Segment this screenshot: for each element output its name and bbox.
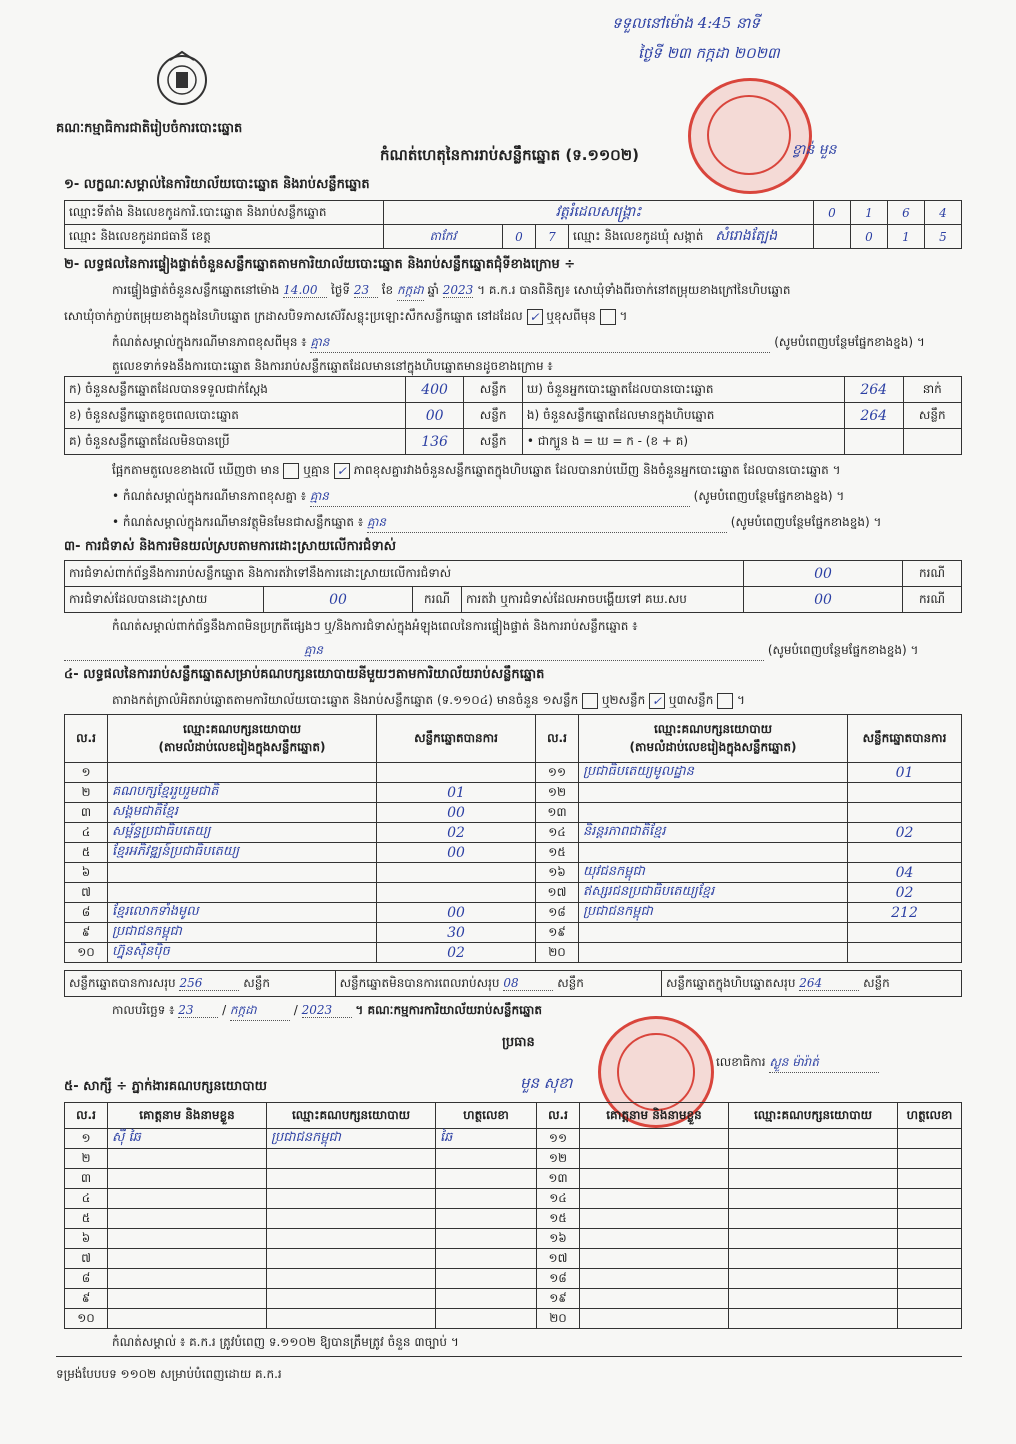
count-unit-right: នាក់ bbox=[903, 377, 962, 403]
polling-station-label: ឈ្មោះទីតាំង និងលេខកូដការិ.បោះឆ្នោត និងរាប់សន្លឹកឆ្នោត bbox=[65, 201, 384, 225]
witness-name bbox=[580, 1129, 729, 1149]
station-code-digit: 4 bbox=[925, 201, 962, 225]
witness-number: ២ bbox=[65, 1149, 108, 1169]
witness-party bbox=[729, 1289, 898, 1309]
commune-label: ឈ្មោះ និងលេខកូដឃុំ សង្កាត់ សំរោងត្បែង bbox=[569, 225, 814, 249]
witness-party bbox=[729, 1149, 898, 1169]
table-row bbox=[65, 1269, 962, 1289]
witness-signature bbox=[898, 1149, 962, 1169]
party-number: ១៨ bbox=[536, 903, 579, 923]
table-row bbox=[65, 1169, 962, 1189]
party-number: ១ bbox=[65, 763, 108, 783]
party-name bbox=[579, 843, 848, 863]
party-number: ២ bbox=[65, 783, 108, 803]
witness-number: ១២ bbox=[537, 1149, 580, 1169]
copies-note: កំណត់សម្គាល់ ៖ គ.ក.រ ត្រូវបំពេញ ទ.១១០២ ឱ្យបានត្រឹមត្រូវ ចំនួន ៣ច្បាប់ ។ bbox=[112, 1335, 459, 1349]
witness-name bbox=[108, 1309, 267, 1329]
table-row bbox=[65, 943, 962, 963]
witness-name bbox=[108, 1269, 267, 1289]
party-votes: 02 bbox=[848, 883, 962, 903]
verification-line: ការផ្ទៀងផ្ទាត់ចំនួនសន្លឹកឆ្នោតនៅម៉ោង 14.00 ថ្ងៃទី 23 ខែ កក្កដា ឆ្នាំ 2023 ។ គ.ក.រ បានពិនិត្យ៖ សោឃុំទាំងពីរចាក់នៅតម្រុយខាងក្រៅនៃហិបឆ្នោត bbox=[112, 282, 972, 301]
ballot-box-total: 264 bbox=[799, 976, 859, 991]
party-name bbox=[579, 923, 848, 943]
witness-name bbox=[580, 1229, 729, 1249]
province-code-digit: 0 bbox=[503, 225, 536, 249]
one-sheet-checkbox[interactable] bbox=[582, 693, 598, 709]
witness-signature bbox=[898, 1189, 962, 1209]
witness-name bbox=[108, 1149, 267, 1169]
table-row bbox=[65, 923, 962, 943]
witness-party bbox=[267, 1269, 436, 1289]
verification-day: 23 bbox=[354, 283, 378, 298]
party-votes: 04 bbox=[848, 863, 962, 883]
unchanged-checkbox[interactable]: ✓ bbox=[527, 309, 543, 325]
witness-name bbox=[108, 1189, 267, 1209]
party-number: ១៦ bbox=[536, 863, 579, 883]
difference-note-value: គ្មាន bbox=[310, 488, 690, 507]
changed-checkbox[interactable] bbox=[600, 309, 616, 325]
table-row bbox=[65, 1229, 962, 1249]
party-name: ប្រជាធិបតេយ្យមូលដ្ឋាន bbox=[579, 763, 848, 783]
party-votes: 30 bbox=[377, 923, 536, 943]
table-row bbox=[65, 1189, 962, 1209]
handwritten-sign-top: ខ្វាន់ មួន bbox=[792, 142, 837, 158]
seal-check-line: សោឃុំចាក់ភ្ជាប់តម្រុយខាងក្នុងនៃហិបឆ្នោត ក្រដាសបិទភាសស៊េរីសន្លុះប្រឡោះសឹកសន្លឹកឆ្នោត នៅដដែល ✓ ឬខុសពីមុន ។ bbox=[64, 309, 628, 324]
witness-signature bbox=[898, 1249, 962, 1269]
chair-label: ប្រធាន bbox=[502, 1035, 535, 1050]
witness-number: ៨ bbox=[65, 1269, 108, 1289]
witness-name bbox=[108, 1169, 267, 1189]
foreign-object-note-value: គ្មាន bbox=[367, 514, 727, 533]
witness-party bbox=[267, 1169, 436, 1189]
verification-month: កក្កដា bbox=[397, 282, 424, 301]
witness-name bbox=[108, 1289, 267, 1309]
witness-party: ប្រជាជនកម្ពុជា bbox=[267, 1129, 436, 1149]
party-votes bbox=[848, 783, 962, 803]
invalid-total: 08 bbox=[503, 976, 553, 991]
witness-number: ១១ bbox=[537, 1129, 580, 1149]
party-votes bbox=[848, 843, 962, 863]
difference-line: ផ្អែកតាមតួលេខខាងលើ ឃើញថា មាន ឬគ្មាន ✓ ភាពខុសគ្នារវាងចំនួនសន្លឹកឆ្នោតក្នុងហិបឆ្នោត ដែលបានរាប់ឃើញ និងចំនួនអ្នកបោះឆ្នោត ដែលបានបោះឆ្នោត ។ bbox=[112, 463, 841, 478]
closing-year: 2023 bbox=[302, 1003, 352, 1018]
party-votes bbox=[377, 763, 536, 783]
witness-signature bbox=[898, 1169, 962, 1189]
escalated-label: ការតវ៉ា ឬការជំទាស់ដែលអាចបង្ហើយទៅ គឃ.សប bbox=[462, 587, 744, 613]
witness-name bbox=[580, 1309, 729, 1329]
irregularity-note-value: គ្មាន bbox=[64, 642, 764, 661]
emblem-logo bbox=[150, 48, 214, 108]
province-name: តាកែវ bbox=[384, 225, 503, 249]
witness-party bbox=[267, 1309, 436, 1329]
table-row bbox=[65, 1209, 962, 1229]
party-number: ៤ bbox=[65, 823, 108, 843]
party-name: ប្រជាជនកម្ពុជា bbox=[579, 903, 848, 923]
party-number: ១៩ bbox=[536, 923, 579, 943]
count-value: 136 bbox=[405, 429, 464, 455]
no-difference-checkbox[interactable]: ✓ bbox=[334, 463, 350, 479]
counts-row bbox=[65, 429, 962, 455]
party-votes: 00 bbox=[377, 803, 536, 823]
party-votes bbox=[377, 883, 536, 903]
committee-name: គណៈកម្មាធិការជាតិរៀបចំការបោះឆ្នោត bbox=[56, 121, 243, 136]
commune-code-digit: 1 bbox=[888, 225, 925, 249]
witness-number: ១៩ bbox=[537, 1289, 580, 1309]
section2-title: ២- លទ្ធផលនៃការផ្ទៀងផ្ទាត់ចំនួនសន្លឹកឆ្នោតតាមការិយាល័យបោះឆ្នោត និងរាប់សន្លឹកឆ្នោតជុំទីខាងក្រោម ÷ bbox=[64, 257, 576, 272]
section1-table bbox=[64, 200, 962, 249]
witness-name: ស៊ី ឆៃ bbox=[108, 1129, 267, 1149]
witness-signature bbox=[898, 1229, 962, 1249]
change-note-value: គ្មាន bbox=[310, 334, 770, 353]
witness-name bbox=[580, 1149, 729, 1169]
witness-party bbox=[729, 1229, 898, 1249]
section1-title: ១- លក្ខណៈសម្គាល់នៃការិយាល័យបោះឆ្នោត និងរាប់សន្លឹកឆ្នោត bbox=[64, 177, 370, 192]
closing-day: 23 bbox=[178, 1003, 218, 1018]
witness-party bbox=[729, 1129, 898, 1149]
totals-row: សន្លឹកឆ្នោតបានការសរុប 256 សន្លឹក សន្លឹកឆ្នោតមិនបានការពេលរាប់សរុប 08 សន្លឹក សន្លឹកឆ្នោតក្នុងហិបឆ្នោតសរុប 264 សន្លឹក bbox=[64, 970, 962, 997]
station-code-digit: 0 bbox=[814, 201, 851, 225]
party-number: ១៧ bbox=[536, 883, 579, 903]
witness-party bbox=[729, 1249, 898, 1269]
difference-note-line: • កំណត់សម្គាល់ក្នុងករណីមានភាពខុសគ្នា ៖ គ្មាន (សូមបំពេញបន្ថែមផ្នែកខាងខ្នង) ។ bbox=[112, 488, 962, 507]
witness-signature bbox=[436, 1189, 537, 1209]
count-value: 00 bbox=[405, 403, 464, 429]
resolved-label: ការជំទាស់ដែលបានដោះស្រាយ bbox=[65, 587, 264, 613]
witness-party bbox=[729, 1169, 898, 1189]
verification-time: 14.00 bbox=[283, 283, 327, 298]
party-name bbox=[579, 783, 848, 803]
count-label: ខ) ចំនួនសន្លឹកឆ្នោតខូចពេលបោះឆ្នោត bbox=[65, 403, 406, 429]
party-number: ១០ bbox=[65, 943, 108, 963]
party-name: គណបក្សខ្មែររួបរួមជាតិ bbox=[108, 783, 377, 803]
province-label: ឈ្មោះ និងលេខកូដរាជធានី ខេត្ត bbox=[65, 225, 384, 249]
table-row bbox=[65, 1249, 962, 1269]
witness-signature: ឆៃ bbox=[436, 1129, 537, 1149]
table-row bbox=[65, 843, 962, 863]
count-label-right: ឃ) ចំនួនអ្នកបោះឆ្នោតដែលបានបោះឆ្នោត bbox=[522, 377, 844, 403]
count-label-right: • ជាក្បួន ង = ឃ = ក - (ខ + គ) bbox=[522, 429, 844, 455]
irregularity-note-line: គ្មាន (សូមបំពេញបន្ថែមផ្នែកខាងខ្នង) ។ bbox=[64, 642, 962, 661]
party-number: ១១ bbox=[536, 763, 579, 783]
foreign-object-note-line: • កំណត់សម្គាល់ក្នុងករណីមានវត្ថុមិនមែនជាសន្លឹកឆ្នោត ៖ គ្មាន (សូមបំពេញបន្ថែមផ្នែកខាងខ្នង) ។ bbox=[112, 514, 962, 533]
escalated-count: 00 bbox=[744, 587, 903, 613]
party-votes: 00 bbox=[377, 903, 536, 923]
witness-party bbox=[729, 1189, 898, 1209]
witness-number: ១៤ bbox=[537, 1189, 580, 1209]
witness-number: ៤ bbox=[65, 1189, 108, 1209]
witness-number: ១៦ bbox=[537, 1229, 580, 1249]
table-row bbox=[65, 903, 962, 923]
party-name: សម្ព័ន្ធប្រជាធិបតេយ្យ bbox=[108, 823, 377, 843]
tally-sheet-line: តារាងកត់ត្រាលំអិតរាប់ឆ្នោតតាមការិយាល័យបោះឆ្នោត និងរាប់សន្លឹកឆ្នោត (ទ.១១០៤) មានចំនួន ១សន្លឹក ឬ២សន្លឹក ✓ ឬ៣សន្លឹក ។ bbox=[112, 693, 745, 708]
witness-name bbox=[108, 1229, 267, 1249]
count-label: ក) ចំនួនសន្លឹកឆ្នោតដែលបានទទួលជាក់ស្តែង bbox=[65, 377, 406, 403]
party-number: ៦ bbox=[65, 863, 108, 883]
party-name: យុវជនកម្ពុជា bbox=[579, 863, 848, 883]
witness-party bbox=[267, 1149, 436, 1169]
witness-number: ១០ bbox=[65, 1309, 108, 1329]
handwritten-received-time: ទទួលនៅម៉ោង 4:45 នាទី bbox=[612, 14, 760, 32]
count-label: គ) ចំនួនសន្លឹកឆ្នោតដែលមិនបានប្រើ bbox=[65, 429, 406, 455]
results-table: ល.រ ឈ្មោះគណបក្សនយោបាយ (តាមលំដាប់លេខរៀងក្នុងសន្លឹកឆ្នោត) សន្លឹកឆ្នោតបានការ ល.រ ឈ្មោះគណបក្សនយោបាយ (តាមលំដាប់លេខរៀងក្នុងសន្លឹកឆ្នោត) សន្លឹកឆ្នោតបានការ ១ ១១ ប្រជាធិបតេយ្យមូលដ្ឋាន 01 ២ គណបក្សខ្មែររួបរួមជាតិ 01 ១២ ៣ សង្គមជាតិខ្មែរ 00 ១៣ ៤ សម្ព័ន្ធប្រជាធិបតេយ្យ 02 ១៤ និរន្តរភាពជាតិខ្មែរ 02 ៥ ខ្មែរអភិវឌ្ឍន៍ប្រជាធិបតេយ្យ 00 ១៥ ៦ ១៦ យុវជនកម្ពុជា 04 ៧ ១៧ ឥស្សរជនប្រជាធិបតេយ្យខ្មែរ 02 ៨ ខ្មែរលោកទាំងមូល 00 ១៨ ប្រជាជនកម្ពុជា 212 ៩ ប្រជាជនកម្ពុជា 30 ១៩ ១០ ហ្វ៊ុនស៊ិនប៉ិច 02 ២០ bbox=[64, 714, 962, 963]
station-code-digit: 1 bbox=[851, 201, 888, 225]
party-number: ២០ bbox=[536, 943, 579, 963]
commune-code-digit: 5 bbox=[925, 225, 962, 249]
party-number: ៣ bbox=[65, 803, 108, 823]
witness-signature bbox=[436, 1229, 537, 1249]
polling-station-name: វត្តរំដេលសង្គ្រោះ bbox=[384, 201, 814, 225]
witness-name bbox=[580, 1269, 729, 1289]
table-row bbox=[65, 783, 962, 803]
form-title: កំណត់ហេតុនៃការរាប់សន្លឹកឆ្នោត (ទ.១១០២) bbox=[380, 146, 640, 164]
closing-month: កក្កដា bbox=[230, 1002, 290, 1021]
witness-signature bbox=[436, 1149, 537, 1169]
section5-title: ៥- សាក្សី ÷ ភ្នាក់ងារគណបក្សនយោបាយ bbox=[64, 1079, 267, 1094]
witness-number: ១៧ bbox=[537, 1249, 580, 1269]
witness-party bbox=[267, 1249, 436, 1269]
table-row bbox=[65, 1289, 962, 1309]
party-number: ១៥ bbox=[536, 843, 579, 863]
party-name: សង្គមជាតិខ្មែរ bbox=[108, 803, 377, 823]
witness-signature bbox=[898, 1289, 962, 1309]
witness-party bbox=[267, 1209, 436, 1229]
objections-table: ការជំទាស់ពាក់ព័ន្ធនឹងការរាប់សន្លឹកឆ្នោត និងការតវ៉ាទៅនឹងការដោះស្រាយលើការជំទាស់ 00 ករណី ការជំទាស់ដែលបានដោះស្រាយ 00 ករណី ការតវ៉ា ឬការជំទាស់ដែលអាចបង្ហើយទៅ គឃ.សប 00 ករណី bbox=[64, 560, 962, 613]
witness-signature bbox=[436, 1249, 537, 1269]
count-value-right bbox=[844, 429, 903, 455]
party-name: និរន្តរភាពជាតិខ្មែរ bbox=[579, 823, 848, 843]
irregularity-note: កំណត់សម្គាល់ពាក់ព័ន្ធនឹងភាពមិនប្រក្រតីផ្សេងៗ ឬ/និងការជំទាស់ក្នុងអំឡុងពេលនៃការផ្ទៀងផ្ទាត់ និងការរាប់សន្លឹកឆ្នោត ៖ bbox=[112, 619, 638, 633]
table-row bbox=[65, 1149, 962, 1169]
table-row bbox=[65, 803, 962, 823]
counts-row bbox=[65, 377, 962, 403]
party-name: ហ្វ៊ុនស៊ិនប៉ិច bbox=[108, 943, 377, 963]
witness-number: ១៥ bbox=[537, 1209, 580, 1229]
witness-name bbox=[108, 1249, 267, 1269]
party-votes: 01 bbox=[848, 763, 962, 783]
table-row bbox=[65, 883, 962, 903]
party-number: ១៤ bbox=[536, 823, 579, 843]
section4-title: ៤- លទ្ធផលនៃការរាប់សន្លឹកឆ្នោតសម្រាប់គណបក្សនយោបាយនីមួយៗតាមការិយាល័យរាប់សន្លឹកឆ្នោត bbox=[64, 667, 545, 682]
witness-signature bbox=[898, 1129, 962, 1149]
witness-number: ៣ bbox=[65, 1169, 108, 1189]
witness-table: ល.រ គោត្តនាម និងនាមខ្លួន ឈ្មោះគណបក្សនយោបាយ ហត្ថលេខា ល.រ គោត្តនាម និងនាមខ្លួន ឈ្មោះគណបក្សនយោបាយ ហត្ថលេខា ១ ស៊ី ឆៃ ប្រជាជនកម្ពុជា ឆៃ ១១ ២ ១២ ៣ ១៣ ៤ ១៤ ៥ ១៥ ៦ ១៦ ៧ ១៧ ៨ ១៨ ៩ ១៩ ១០ ២០ bbox=[64, 1102, 962, 1329]
party-name bbox=[108, 763, 377, 783]
party-name: ខ្មែរលោកទាំងមូល bbox=[108, 903, 377, 923]
witness-signature bbox=[436, 1209, 537, 1229]
party-name bbox=[579, 943, 848, 963]
witness-name bbox=[580, 1249, 729, 1269]
table-row bbox=[65, 1309, 962, 1329]
verification-year: 2023 bbox=[442, 283, 474, 297]
witness-party bbox=[267, 1229, 436, 1249]
count-label-right: ង) ចំនួនសន្លឹកឆ្នោតដែលមានក្នុងហិបឆ្នោត bbox=[522, 403, 844, 429]
count-unit: សន្លឹក bbox=[464, 429, 522, 455]
handwritten-received-date: ថ្ងៃទី ២៣ កក្កដា ២០២៣ bbox=[638, 44, 780, 62]
witness-party bbox=[729, 1269, 898, 1289]
count-value-right: 264 bbox=[844, 377, 903, 403]
party-number: ៨ bbox=[65, 903, 108, 923]
party-votes bbox=[848, 803, 962, 823]
witness-name bbox=[108, 1209, 267, 1229]
party-number: ៩ bbox=[65, 923, 108, 943]
party-name bbox=[108, 883, 377, 903]
party-name bbox=[108, 863, 377, 883]
witness-signature bbox=[898, 1309, 962, 1329]
witness-party bbox=[729, 1209, 898, 1229]
secretary-name: ស្ងួន ម៉ារ៉ាត់ bbox=[769, 1054, 879, 1073]
witness-number: ៧ bbox=[65, 1249, 108, 1269]
party-votes bbox=[848, 923, 962, 943]
counts-row bbox=[65, 403, 962, 429]
witness-number: ១៣ bbox=[537, 1169, 580, 1189]
table-row bbox=[65, 763, 962, 783]
party-votes bbox=[848, 943, 962, 963]
resolved-count: 00 bbox=[264, 587, 413, 613]
commune-code-digit: 0 bbox=[851, 225, 888, 249]
table-row bbox=[65, 863, 962, 883]
has-difference-checkbox[interactable] bbox=[283, 463, 299, 479]
witness-name bbox=[580, 1169, 729, 1189]
party-votes: 02 bbox=[377, 943, 536, 963]
witness-party bbox=[729, 1309, 898, 1329]
party-votes: 212 bbox=[848, 903, 962, 923]
section3-title: ៣- ការជំទាស់ និងការមិនយល់ស្របតាមការដោះស្រាយលើការជំទាស់ bbox=[64, 539, 396, 554]
party-name bbox=[579, 803, 848, 823]
witness-number: ២០ bbox=[537, 1309, 580, 1329]
valid-total: 256 bbox=[179, 976, 239, 991]
party-votes: 02 bbox=[848, 823, 962, 843]
change-note-line: កំណត់សម្គាល់ក្នុងករណីមានភាពខុសពីមុន ៖ គ្មាន (សូមបំពេញបន្ថែមផ្នែកខាងខ្នង) ។ bbox=[112, 334, 962, 353]
table-row bbox=[65, 823, 962, 843]
counts-table bbox=[64, 376, 962, 455]
two-sheet-checkbox[interactable]: ✓ bbox=[649, 693, 665, 709]
party-votes bbox=[377, 863, 536, 883]
witness-name bbox=[580, 1189, 729, 1209]
party-number: ៥ bbox=[65, 843, 108, 863]
party-number: ១២ bbox=[536, 783, 579, 803]
witness-party bbox=[267, 1189, 436, 1209]
witness-signature bbox=[436, 1289, 537, 1309]
party-name: ខ្មែរអភិវឌ្ឍន៍ប្រជាធិបតេយ្យ bbox=[108, 843, 377, 863]
table-row bbox=[65, 1129, 962, 1149]
closing-date-line: កាលបរិច្ឆេទ ៖ 23 / កក្កដា / 2023 ។ គណៈកម្មការការិយាល័យរាប់សន្លឹកឆ្នោត bbox=[112, 1002, 542, 1021]
witness-signature bbox=[436, 1169, 537, 1189]
party-name: ឥស្សរជនប្រជាធិបតេយ្យខ្មែរ bbox=[579, 883, 848, 903]
count-value: 400 bbox=[405, 377, 464, 403]
witness-number: ៥ bbox=[65, 1209, 108, 1229]
witness-number: ១ bbox=[65, 1129, 108, 1149]
party-number: ៧ bbox=[65, 883, 108, 903]
witness-signature bbox=[898, 1209, 962, 1229]
party-number: ១៣ bbox=[536, 803, 579, 823]
province-code-digit: 7 bbox=[536, 225, 569, 249]
objections-count: 00 bbox=[744, 561, 903, 587]
count-unit: សន្លឹក bbox=[464, 403, 522, 429]
witness-name bbox=[580, 1289, 729, 1309]
witness-number: ៩ bbox=[65, 1289, 108, 1309]
chair-signature: មួន សុខា bbox=[520, 1074, 573, 1092]
objections-label: ការជំទាស់ពាក់ព័ន្ធនឹងការរាប់សន្លឹកឆ្នោត និងការតវ៉ាទៅនឹងការដោះស្រាយលើការជំទាស់ bbox=[65, 561, 744, 587]
counts-intro: តួលេខទាក់ទងនឹងការបោះឆ្នោត និងការរាប់សន្លឹកឆ្នោតដែលមាននៅក្នុងហិបឆ្នោតមានដូចខាងក្រោម ៖ bbox=[112, 359, 553, 373]
count-unit: សន្លឹក bbox=[464, 377, 522, 403]
count-unit-right bbox=[903, 429, 962, 455]
party-votes: 02 bbox=[377, 823, 536, 843]
party-votes: 00 bbox=[377, 843, 536, 863]
three-sheet-checkbox[interactable] bbox=[717, 693, 733, 709]
form-footer: ទម្រង់បែបបទ ១១០២ សម្រាប់បំពេញដោយ គ.ក.រ bbox=[56, 1367, 282, 1381]
witness-signature bbox=[436, 1309, 537, 1329]
secretary-line: លេខាធិការ ស្ងួន ម៉ារ៉ាត់ bbox=[716, 1054, 879, 1073]
commune-name: សំរោងត្បែង bbox=[715, 228, 778, 244]
party-votes: 01 bbox=[377, 783, 536, 803]
witness-signature bbox=[436, 1269, 537, 1289]
count-unit-right: សន្លឹក bbox=[903, 403, 962, 429]
witness-name bbox=[580, 1209, 729, 1229]
party-name: ប្រជាជនកម្ពុជា bbox=[108, 923, 377, 943]
witness-number: ៦ bbox=[65, 1229, 108, 1249]
count-value-right: 264 bbox=[844, 403, 903, 429]
witness-number: ១៨ bbox=[537, 1269, 580, 1289]
witness-signature bbox=[898, 1269, 962, 1289]
witness-party bbox=[267, 1289, 436, 1309]
station-code-digit: 6 bbox=[888, 201, 925, 225]
official-stamp-top bbox=[688, 78, 812, 194]
